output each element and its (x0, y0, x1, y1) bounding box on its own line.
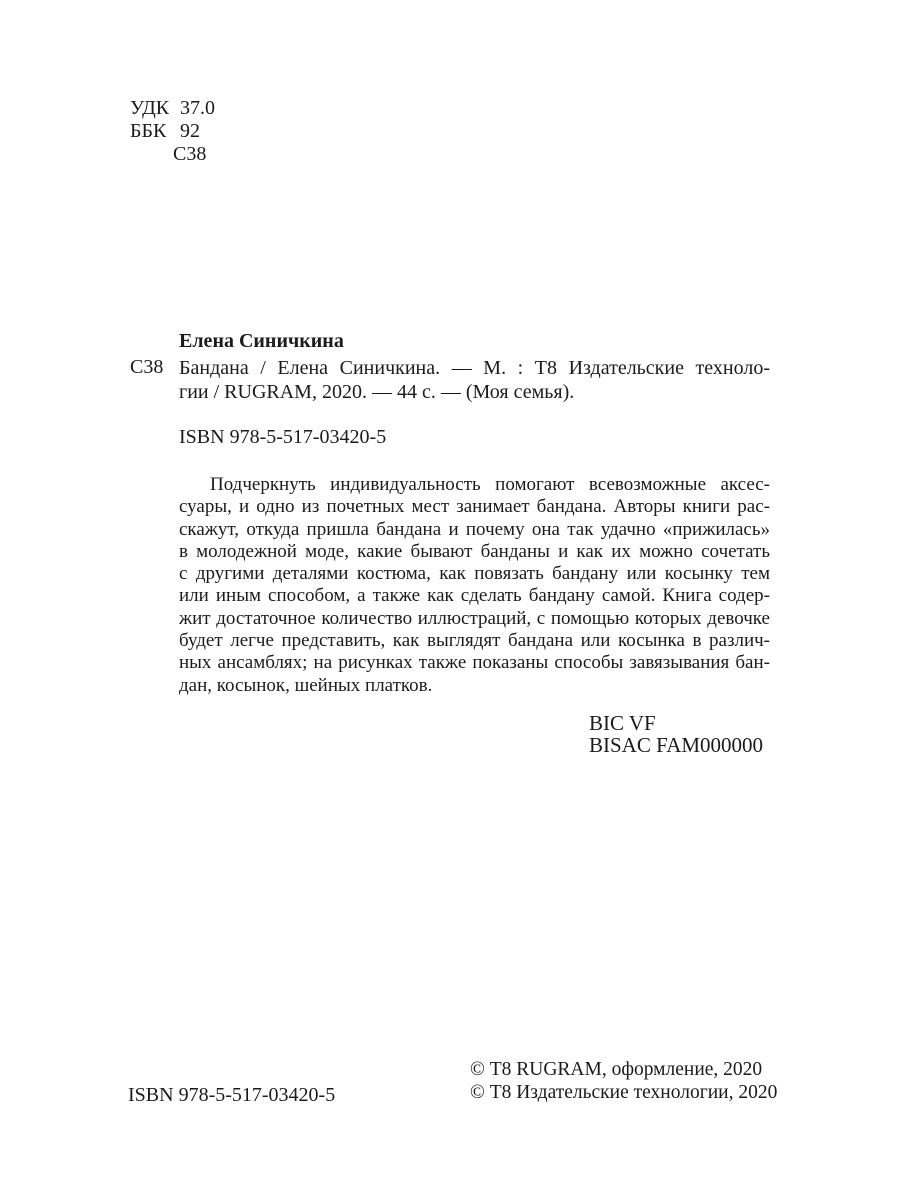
annotation-line: ных ансамблях; на рисунках также показаны способы завязывания бан- (179, 652, 770, 674)
annotation-paragraph (179, 474, 770, 697)
citation-line-1: Бандана / Елена Синичкина. — М. : Т8 Издательские техноло- (179, 357, 770, 379)
author-sign: С38 (173, 143, 207, 165)
footer-isbn-number: ISBN 978-5-517-03420-5 (128, 1084, 336, 1106)
annotation-line: дан, косынок, шейных платков. (179, 674, 433, 696)
citation-line-2: гии / RUGRAM, 2020. — 44 с. — (Моя семья). (179, 381, 575, 403)
bbk-value: 92 (180, 120, 200, 142)
author-name: Елена Синичкина (179, 330, 344, 352)
bbk-row (130, 120, 215, 143)
annotation-line: в молодежной моде, какие бывают банданы и как их можно сочетать (179, 540, 770, 562)
annotation-line: или иным способом, а также как сделать бандану самой. Книга содер- (179, 585, 770, 607)
copyright-block (470, 1059, 777, 1104)
annotation-line: Подчеркнуть индивидуальность помогают всевозможные аксес- (210, 474, 770, 495)
udk-row (130, 97, 215, 120)
citation-text (179, 356, 770, 404)
copyright-line-1: © Т8 RUGRAM, оформление, 2020 (470, 1059, 763, 1080)
isbn-number: ISBN 978-5-517-03420-5 (179, 426, 387, 448)
citation-sign: С38 (130, 356, 164, 378)
annotation-line: будет легче представить, как выглядят бандана или косынка в различ- (179, 630, 770, 652)
annotation-line: жит достаточное количество иллюстраций, с помощью которых девочке (179, 607, 770, 629)
annotation-line: скажут, откуда пришла бандана и почему она так удачно «прижилась» (179, 518, 770, 540)
bisac-code: BISAC FAM000000 (589, 733, 764, 757)
bic-code: BIC VF (589, 711, 656, 735)
udk-label: УДК (130, 97, 170, 119)
annotation-line: с другими деталями костюма, как повязать бандану или косынку тем (179, 563, 770, 585)
bbk-label: ББК (130, 120, 167, 142)
classification-block (130, 97, 215, 166)
udk-value: 37.0 (180, 97, 215, 119)
author-sign-row (130, 143, 215, 166)
annotation-line: суары, и одно из почетных мест занимает бандана. Авторы книги рас- (179, 496, 770, 518)
codes-block (589, 712, 763, 756)
copyright-line-2: © Т8 Издательские технологии, 2020 (470, 1081, 778, 1103)
